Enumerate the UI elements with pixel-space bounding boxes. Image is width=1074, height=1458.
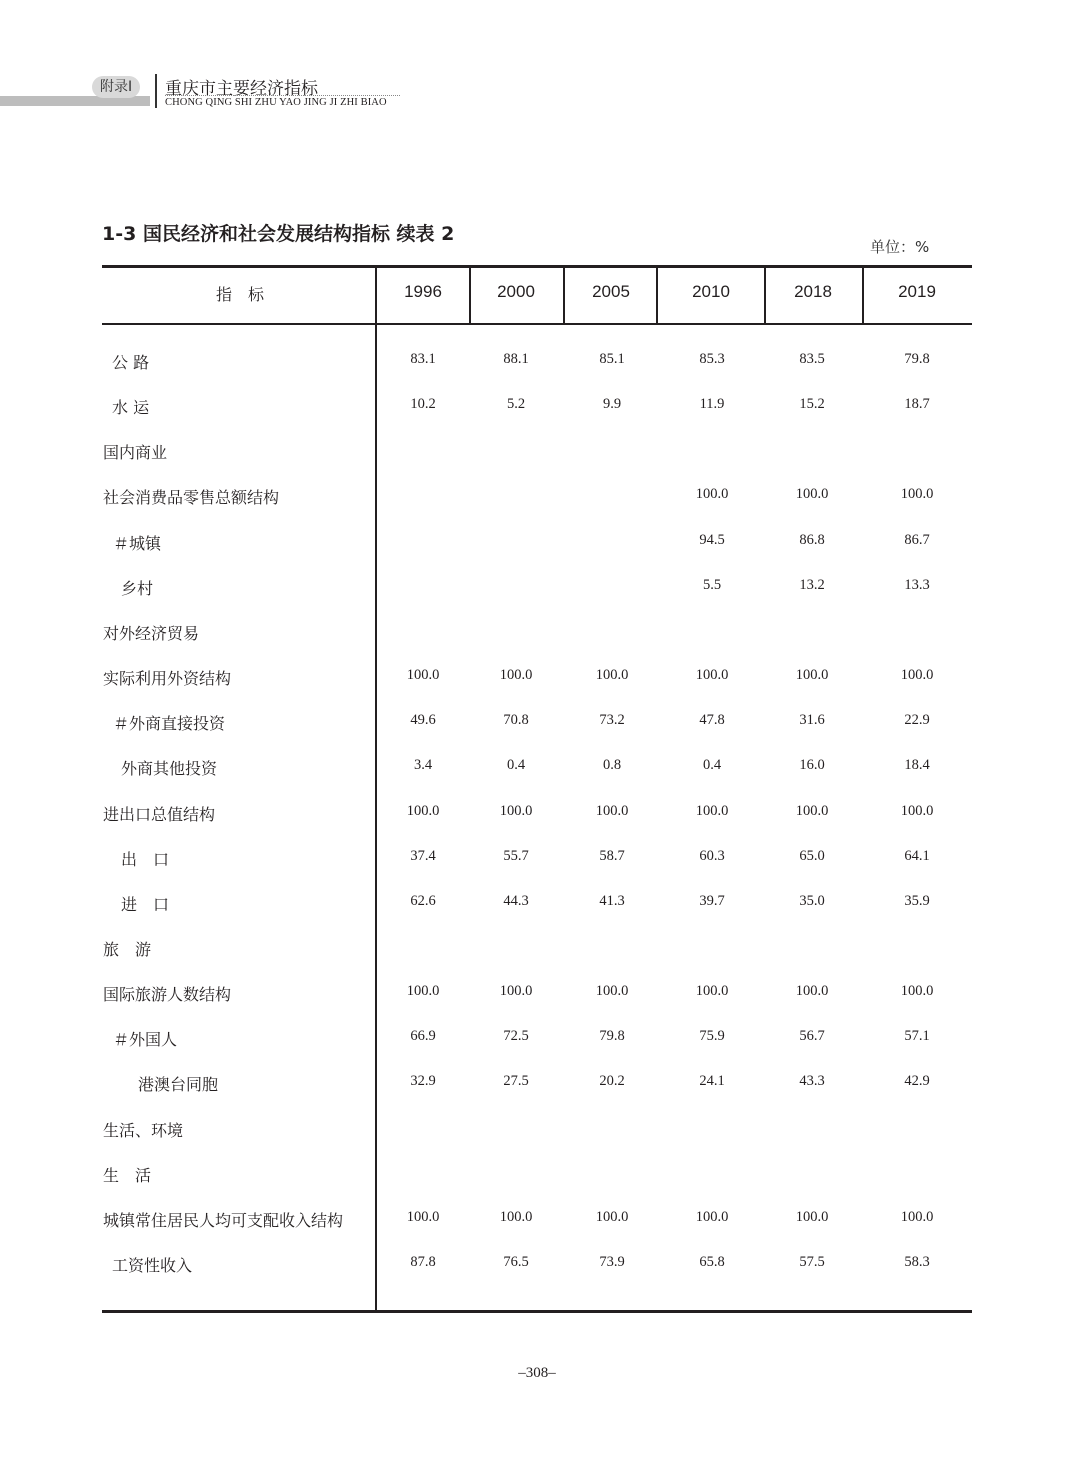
table-cell: 39.7 (699, 893, 725, 909)
row-label: ＃城镇 (113, 534, 162, 553)
page-number: –308– (518, 1365, 556, 1381)
row-label: 国际旅游人数结构 (103, 985, 232, 1004)
table-cell: 18.7 (904, 396, 930, 412)
table-cell: 75.9 (699, 1028, 725, 1044)
unit-label: 单位：% (870, 238, 930, 256)
table-cell: 55.7 (503, 848, 529, 864)
table-cell: 100.0 (406, 667, 440, 683)
table-cell: 15.2 (799, 396, 825, 412)
table-cell: 100.0 (695, 803, 729, 819)
row-label: 生活、环境 (103, 1121, 184, 1140)
table-cell: 79.8 (599, 1028, 625, 1044)
table-cell: 24.1 (699, 1073, 725, 1089)
table-cell: 100.0 (695, 983, 729, 999)
row-label: 水 运 (112, 398, 150, 417)
table-cell: 58.7 (599, 848, 625, 864)
table-cell: 16.0 (799, 757, 825, 773)
table-cell: 85.1 (599, 351, 625, 367)
row-label: 实际利用外资结构 (103, 669, 232, 688)
table-cell: 44.3 (503, 893, 529, 909)
table-cell: 100.0 (795, 803, 829, 819)
table-cell: 56.7 (799, 1028, 825, 1044)
table-cell: 85.3 (699, 351, 725, 367)
row-label: ＃外商直接投资 (113, 714, 226, 733)
appendix-label: 附录Ⅰ (92, 76, 140, 98)
row-label: 国内商业 (103, 443, 168, 462)
table-cell: 13.3 (904, 577, 930, 593)
header-title: 重庆市主要经济指标 (165, 79, 318, 99)
table-cell: 66.9 (410, 1028, 436, 1044)
table-cell: 10.2 (410, 396, 436, 412)
table-cell: 100.0 (595, 667, 629, 683)
table-cell: 47.8 (699, 712, 725, 728)
table-cell: 94.5 (699, 532, 725, 548)
column-header-2005: 2005 (592, 282, 630, 301)
table-cell: 100.0 (406, 803, 440, 819)
table-cell: 11.9 (699, 396, 725, 412)
row-label: 进 口 (121, 895, 170, 914)
table-cell: 65.0 (799, 848, 825, 864)
header-divider (155, 74, 157, 108)
table-cell: 27.5 (503, 1073, 529, 1089)
table-cell: 100.0 (795, 667, 829, 683)
table-cell: 100.0 (900, 667, 934, 683)
table-cell: 0.8 (602, 757, 622, 773)
header-divider-5 (862, 268, 864, 324)
table-cell: 5.5 (702, 577, 722, 593)
label-column-divider (375, 268, 377, 1311)
row-label: 旅 游 (103, 940, 152, 959)
table-cell: 70.8 (503, 712, 529, 728)
table-cell: 57.1 (904, 1028, 930, 1044)
table-cell: 83.5 (799, 351, 825, 367)
table-cell: 20.2 (599, 1073, 625, 1089)
row-label: 工资性收入 (112, 1256, 193, 1275)
header-divider-2 (563, 268, 565, 324)
table-cell: 18.4 (904, 757, 930, 773)
table-cell: 100.0 (406, 983, 440, 999)
table-cell: 86.7 (904, 532, 930, 548)
table-cell: 35.9 (904, 893, 930, 909)
table-cell: 13.2 (799, 577, 825, 593)
table-cell: 100.0 (900, 1209, 934, 1225)
table-cell: 62.6 (410, 893, 436, 909)
table-bottom-rule (102, 1310, 972, 1313)
table-cell: 5.2 (506, 396, 526, 412)
table-cell: 88.1 (503, 351, 529, 367)
table-cell: 0.4 (702, 757, 722, 773)
table-cell: 100.0 (900, 486, 934, 502)
table-cell: 0.4 (506, 757, 526, 773)
table-cell: 41.3 (599, 893, 625, 909)
table-top-rule (102, 265, 972, 268)
column-header-2018: 2018 (794, 282, 832, 301)
row-label: 社会消费品零售总额结构 (103, 488, 280, 507)
table-cell: 9.9 (602, 396, 622, 412)
row-label: 出 口 (121, 850, 170, 869)
table-cell: 42.9 (904, 1073, 930, 1089)
table-cell: 43.3 (799, 1073, 825, 1089)
table-cell: 100.0 (595, 803, 629, 819)
column-header-2000: 2000 (497, 282, 535, 301)
table-header-rule (102, 323, 972, 325)
column-header-indicator: 指 标 (215, 285, 265, 304)
row-label: 乡村 (121, 579, 154, 598)
table-cell: 100.0 (499, 667, 533, 683)
column-header-2019: 2019 (898, 282, 936, 301)
table-cell: 37.4 (410, 848, 436, 864)
table-cell: 73.9 (599, 1254, 625, 1270)
table-cell: 72.5 (503, 1028, 529, 1044)
header-divider-3 (656, 268, 658, 324)
table-cell: 22.9 (904, 712, 930, 728)
table-cell: 86.8 (799, 532, 825, 548)
table-cell: 65.8 (699, 1254, 725, 1270)
table-cell: 100.0 (595, 983, 629, 999)
table-cell: 64.1 (904, 848, 930, 864)
row-label: 城镇常住居民人均可支配收入结构 (103, 1211, 344, 1230)
table-cell: 100.0 (595, 1209, 629, 1225)
table-cell: 100.0 (795, 1209, 829, 1225)
header-divider-4 (764, 268, 766, 324)
table-cell: 100.0 (406, 1209, 440, 1225)
table-cell: 3.4 (413, 757, 433, 773)
table-cell: 32.9 (410, 1073, 436, 1089)
table-cell: 100.0 (900, 983, 934, 999)
table-cell: 100.0 (795, 486, 829, 502)
table-cell: 100.0 (695, 667, 729, 683)
row-label: 生 活 (103, 1166, 152, 1185)
row-label: 对外经济贸易 (103, 624, 200, 643)
table-cell: 87.8 (410, 1254, 436, 1270)
row-label: 港澳台同胞 (138, 1075, 219, 1094)
table-title: 1-3 国民经济和社会发展结构指标 续表 2 (102, 223, 455, 245)
table-cell: 76.5 (503, 1254, 529, 1270)
table-cell: 79.8 (904, 351, 930, 367)
row-label: 进出口总值结构 (103, 805, 216, 824)
column-header-1996: 1996 (404, 282, 442, 301)
table-cell: 60.3 (699, 848, 725, 864)
table-cell: 83.1 (410, 351, 436, 367)
row-label: 公 路 (112, 353, 150, 372)
table-cell: 100.0 (695, 1209, 729, 1225)
row-label: ＃外国人 (113, 1030, 178, 1049)
table-cell: 100.0 (695, 486, 729, 502)
row-label: 外商其他投资 (121, 759, 218, 778)
header-dotted-rule (165, 95, 400, 96)
table-cell: 100.0 (499, 1209, 533, 1225)
table-cell: 100.0 (900, 803, 934, 819)
table-cell: 100.0 (499, 983, 533, 999)
column-header-2010: 2010 (692, 282, 730, 301)
table-cell: 58.3 (904, 1254, 930, 1270)
table-cell: 49.6 (410, 712, 436, 728)
header-subtitle: CHONG QING SHI ZHU YAO JING JI ZHI BIAO (165, 97, 387, 108)
table-cell: 35.0 (799, 893, 825, 909)
table-cell: 100.0 (795, 983, 829, 999)
table-cell: 73.2 (599, 712, 625, 728)
table-cell: 31.6 (799, 712, 825, 728)
table-cell: 57.5 (799, 1254, 825, 1270)
header-divider-1 (469, 268, 471, 324)
table-cell: 100.0 (499, 803, 533, 819)
